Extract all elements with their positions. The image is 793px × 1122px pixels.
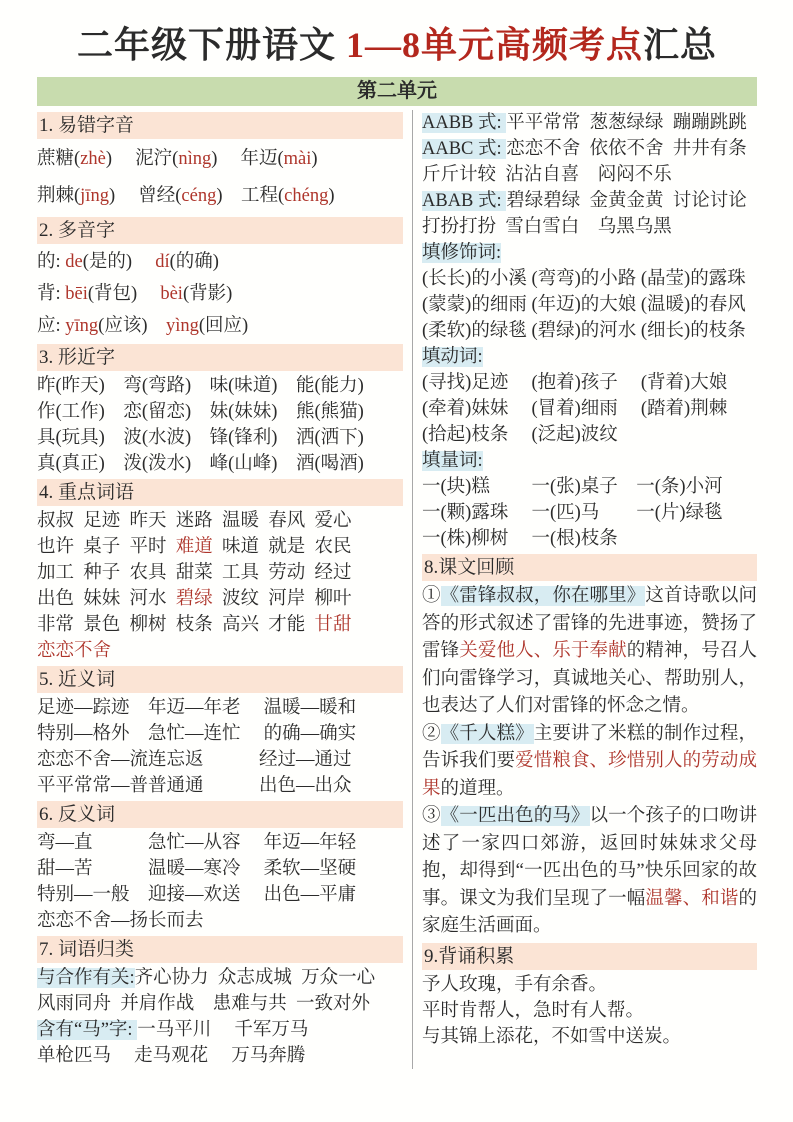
red-emphasis-text: dí bbox=[155, 252, 170, 272]
text-line bbox=[37, 560, 403, 586]
unit-banner: 第二单元 bbox=[37, 77, 757, 106]
text-segment: 的: bbox=[37, 252, 66, 272]
red-emphasis-text: mài bbox=[283, 149, 312, 169]
paragraph bbox=[422, 721, 757, 804]
text-segment: 恋恋不舍—扬长而去 bbox=[37, 911, 204, 931]
red-emphasis-text: bēi bbox=[65, 284, 88, 304]
right-column bbox=[413, 110, 757, 1069]
text-line bbox=[422, 266, 757, 292]
highlight-label: 《雷锋叔叔，你在哪里》 bbox=[440, 586, 646, 606]
section-header: 4. 重点词语 bbox=[37, 479, 403, 506]
text-line bbox=[37, 773, 403, 799]
section bbox=[37, 479, 403, 664]
red-emphasis-text: 关爱他人、乐于奉献 bbox=[459, 641, 627, 661]
section-header: 6. 反义词 bbox=[37, 801, 403, 828]
text-line bbox=[422, 396, 757, 422]
text-segment: (长长)的小溪 (弯弯)的小路 (晶莹)的露珠 bbox=[422, 269, 746, 289]
text-segment: ③ bbox=[422, 806, 441, 826]
text-line bbox=[37, 508, 403, 534]
red-emphasis-text: 甘甜 bbox=[314, 615, 352, 635]
text-line bbox=[37, 908, 403, 934]
text-line bbox=[37, 141, 403, 178]
section bbox=[37, 112, 403, 215]
text-line bbox=[37, 534, 403, 560]
text-segment: 非常 景色 柳树 枝条 高兴 才能 bbox=[37, 615, 315, 635]
text-segment: 应: bbox=[37, 316, 66, 336]
text-segment: 也许 桌子 平时 bbox=[37, 537, 176, 557]
text-line bbox=[422, 110, 757, 136]
text-segment: (拾起)枝条 (泛起)波纹 bbox=[422, 425, 618, 445]
text-segment: 风雨同舟 并肩作战 患难与共 一致对外 bbox=[37, 994, 371, 1014]
text-segment: 足迹—踪迹 年迈—年老 温暖—暖和 bbox=[37, 698, 357, 718]
text-segment: 斤斤计较 沾沾自喜 闷闷不乐 bbox=[422, 165, 672, 185]
text-segment: 荆棘( bbox=[37, 186, 81, 206]
text-line bbox=[422, 998, 757, 1024]
text-line bbox=[422, 972, 757, 998]
text-line bbox=[422, 370, 757, 396]
text-segment: (牵着)妹妹 (冒着)细雨 (踏着)荆棘 bbox=[422, 399, 728, 419]
highlight-label: 《千人糕》 bbox=[440, 723, 534, 744]
text-segment: 具(玩具) 波(水波) 锋(锋利) 洒(洒下) bbox=[37, 428, 364, 448]
title-suffix: 汇总 bbox=[643, 25, 718, 65]
text-segment: 平时肯帮人，急时有人帮。 bbox=[422, 1000, 645, 1021]
highlight-label: 与合作有关: bbox=[37, 968, 135, 988]
section-header: 5. 近义词 bbox=[37, 666, 403, 693]
text-segment: ) bbox=[311, 149, 318, 169]
text-segment: 恋恋不舍 依依不舍 井井有条 bbox=[506, 139, 747, 159]
text-line bbox=[37, 399, 403, 425]
text-line bbox=[422, 162, 757, 188]
text-line bbox=[422, 214, 757, 240]
text-line bbox=[37, 830, 403, 856]
text-segment: (回应) bbox=[198, 316, 249, 336]
section bbox=[422, 943, 757, 1050]
text-line bbox=[422, 318, 757, 344]
text-segment: (蒙蒙)的细雨 (年迈)的大娘 (温暖)的春风 bbox=[422, 295, 746, 315]
text-line bbox=[422, 1024, 757, 1050]
text-segment: 特别—格外 急忙—连忙 的确—确实 bbox=[37, 724, 357, 744]
section bbox=[422, 554, 757, 941]
title-highlight: 1—8单元高频考点 bbox=[345, 25, 643, 65]
text-segment: ) 泥泞( bbox=[105, 149, 179, 169]
red-emphasis-text: bèi bbox=[160, 284, 183, 304]
text-segment: 齐心协力 众志成城 万众一心 bbox=[134, 968, 376, 988]
section bbox=[422, 110, 757, 552]
text-segment: 背: bbox=[37, 284, 66, 304]
text-segment: 的精神，号召人们向雷锋学习，真诚地关心、帮助别人，也表达了人们对雷锋的怀念之情。 bbox=[422, 641, 757, 716]
text-segment: 以一个孩子的口吻讲述了一家四口郊游，返回时妹妹求父母抱，却得到“一匹出色的马”快乐回家的故事。课文为我们呈现了一幅 bbox=[422, 806, 757, 909]
paragraph bbox=[422, 583, 757, 721]
title-prefix: 二年级下册语文 bbox=[76, 25, 346, 65]
text-segment: (应该) bbox=[98, 316, 166, 336]
text-line bbox=[37, 638, 403, 664]
section bbox=[37, 344, 403, 477]
text-segment: 味道 就是 农民 bbox=[212, 537, 352, 557]
text-segment: 平平常常 葱葱绿绿 蹦蹦跳跳 bbox=[506, 113, 747, 133]
red-emphasis-text: yìng bbox=[165, 316, 199, 336]
text-segment: 作(工作) 恋(留恋) 妹(妹妹) 熊(熊猫) bbox=[37, 402, 364, 422]
red-emphasis-text: yīng bbox=[65, 316, 99, 336]
text-segment: 打扮打扮 雪白雪白 乌黑乌黑 bbox=[422, 217, 672, 237]
text-segment: 出色 妹妹 河水 bbox=[37, 589, 176, 609]
text-line bbox=[422, 344, 757, 370]
text-line bbox=[422, 188, 757, 214]
highlight-label: 含有“马”字: bbox=[37, 1020, 138, 1040]
text-line bbox=[37, 965, 403, 991]
paragraph bbox=[422, 803, 757, 941]
text-segment: 蔗糖( bbox=[37, 149, 81, 169]
text-segment: 主要讲了米糕的制作过程，告诉我们要 bbox=[422, 723, 757, 771]
text-segment: (背包) bbox=[87, 284, 161, 304]
text-line bbox=[422, 500, 757, 526]
text-segment: ) bbox=[328, 186, 335, 206]
highlight-label: 填修饰词: bbox=[422, 243, 502, 263]
text-segment: 加工 种子 农具 甜菜 工具 劳动 经过 bbox=[37, 563, 352, 583]
red-emphasis-text: céng bbox=[181, 186, 217, 206]
text-segment: ① bbox=[422, 586, 441, 606]
red-emphasis-text: 碧绿 bbox=[175, 589, 213, 609]
text-line bbox=[37, 278, 403, 310]
text-segment: 与其锦上添花，不如雪中送炭。 bbox=[422, 1026, 682, 1047]
text-segment: 一(株)柳树 一(根)枝条 bbox=[422, 529, 618, 549]
section bbox=[37, 666, 403, 799]
text-line bbox=[422, 448, 757, 474]
text-segment: 昨(昨天) 弯(弯路) 味(味道) 能(能力) bbox=[37, 376, 364, 396]
text-segment: 甜—苦 温暖—寒冷 柔软—坚硬 bbox=[37, 859, 357, 879]
text-segment: 这首诗歌以问答的形式叙述了雷锋的先进事迹，赞扬了雷锋 bbox=[422, 586, 757, 661]
highlight-label: 《一匹出色的马》 bbox=[440, 806, 590, 826]
highlight-label: AABC 式: bbox=[422, 139, 507, 159]
text-line bbox=[37, 695, 403, 721]
text-segment: 真(真正) 泼(泼水) 峰(山峰) 酒(喝酒) bbox=[37, 454, 364, 474]
section bbox=[37, 217, 403, 342]
text-segment: 的道理。 bbox=[440, 778, 515, 799]
section-header: 9.背诵积累 bbox=[422, 943, 757, 970]
text-segment: 波纹 河岸 柳叶 bbox=[212, 589, 352, 609]
text-line bbox=[422, 136, 757, 162]
text-segment: 特别—一般 迎接—欢送 出色—平庸 bbox=[37, 885, 357, 905]
text-line bbox=[422, 240, 757, 266]
text-segment: 弯—直 急忙—从容 年迈—年轻 bbox=[37, 833, 357, 853]
text-segment: 一(颗)露珠 一(匹)马 一(片)绿毯 bbox=[422, 503, 723, 523]
section bbox=[37, 936, 403, 1069]
text-line bbox=[37, 1043, 403, 1069]
section-header: 1. 易错字音 bbox=[37, 112, 403, 139]
text-segment: ) 工程( bbox=[216, 186, 285, 206]
red-emphasis-text: de bbox=[65, 252, 83, 272]
text-line bbox=[37, 882, 403, 908]
text-segment: 恋恋不舍—流连忘返 经过—通过 bbox=[37, 750, 352, 770]
text-segment: 予人玫瑰，手有余香。 bbox=[422, 974, 608, 995]
text-segment: (背影) bbox=[182, 284, 233, 304]
text-line bbox=[37, 310, 403, 342]
text-segment: 碧绿碧绿 金黄金黄 讨论讨论 bbox=[506, 191, 747, 211]
text-line bbox=[37, 451, 403, 477]
red-emphasis-text: 温馨、和谐 bbox=[645, 888, 739, 909]
text-segment: (寻找)足迹 (抱着)孩子 (背着)大娘 bbox=[422, 373, 728, 393]
text-line bbox=[37, 425, 403, 451]
text-line bbox=[422, 422, 757, 448]
section-header: 8.课文回顾 bbox=[422, 554, 757, 581]
section bbox=[37, 801, 403, 934]
text-segment: 平平常常—普普通通 出色—出众 bbox=[37, 776, 352, 796]
text-segment: 的家庭生活画面。 bbox=[422, 888, 757, 936]
text-line bbox=[37, 612, 403, 638]
text-line bbox=[37, 721, 403, 747]
text-line bbox=[37, 246, 403, 278]
highlight-label: AABB 式: bbox=[422, 113, 507, 133]
text-segment: ) 年迈( bbox=[211, 149, 284, 169]
red-emphasis-text: 难道 bbox=[175, 537, 213, 557]
text-segment: (是的) bbox=[82, 252, 156, 272]
text-line bbox=[37, 586, 403, 612]
text-line bbox=[37, 373, 403, 399]
highlight-label: 填量词: bbox=[422, 451, 483, 471]
red-emphasis-text: zhè bbox=[80, 149, 106, 169]
section-header: 3. 形近字 bbox=[37, 344, 403, 371]
red-emphasis-text: chéng bbox=[284, 186, 329, 206]
text-segment: 叔叔 足迹 昨天 迷路 温暖 春风 爱心 bbox=[37, 511, 352, 531]
text-line bbox=[37, 991, 403, 1017]
text-line bbox=[37, 747, 403, 773]
red-emphasis-text: 恋恋不舍 bbox=[37, 641, 112, 661]
page-title bbox=[37, 22, 757, 68]
text-line bbox=[37, 178, 403, 215]
text-line bbox=[422, 474, 757, 500]
text-segment: (柔软)的绿毯 (碧绿)的河水 (细长)的枝条 bbox=[422, 321, 746, 341]
text-line bbox=[422, 526, 757, 552]
text-segment: ② bbox=[422, 723, 441, 744]
text-segment: ) 曾经( bbox=[108, 186, 182, 206]
text-segment: 一马平川 千军万马 bbox=[137, 1020, 309, 1040]
text-segment: 单枪匹马 走马观花 万马奔腾 bbox=[37, 1046, 306, 1066]
text-line bbox=[422, 292, 757, 318]
red-emphasis-text: 爱惜粮食、珍惜别人的劳动成果 bbox=[422, 751, 757, 799]
content-columns bbox=[37, 110, 757, 1069]
text-segment: (的确) bbox=[169, 252, 219, 272]
red-emphasis-text: jīng bbox=[80, 186, 109, 206]
red-emphasis-text: nìng bbox=[178, 149, 212, 169]
section-header: 2. 多音字 bbox=[37, 217, 403, 244]
left-column bbox=[37, 110, 413, 1069]
section-header: 7. 词语归类 bbox=[37, 936, 403, 963]
highlight-label: 填动词: bbox=[422, 347, 483, 367]
highlight-label: ABAB 式: bbox=[422, 191, 507, 211]
text-line bbox=[37, 1017, 403, 1043]
text-line bbox=[37, 856, 403, 882]
text-segment: 一(块)糕 一(张)桌子 一(条)小河 bbox=[422, 477, 723, 497]
